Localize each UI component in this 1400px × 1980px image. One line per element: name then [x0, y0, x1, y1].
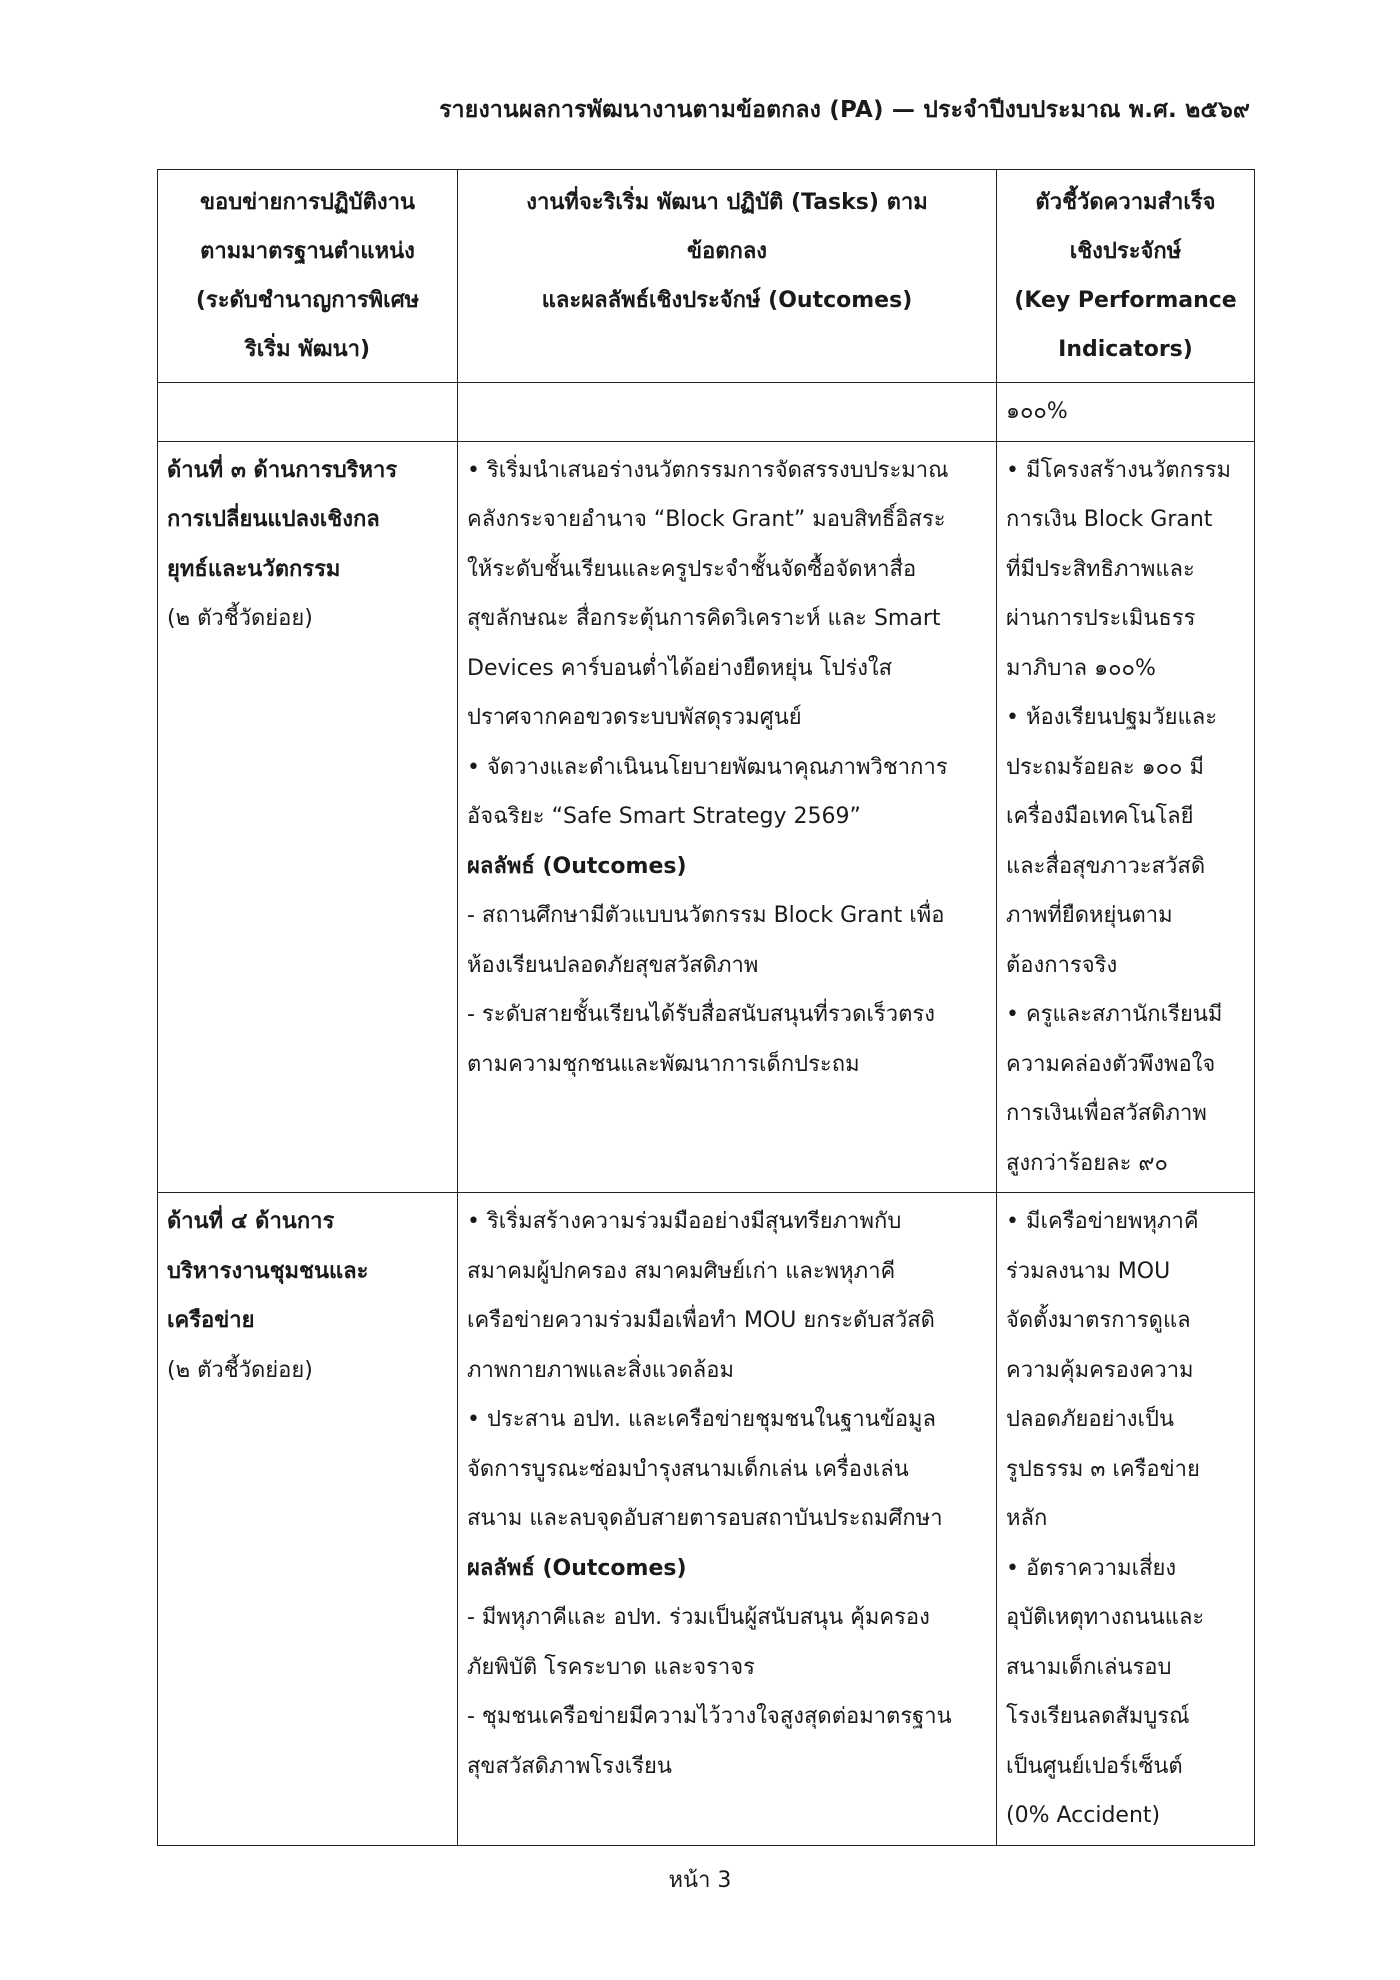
pa-table: [157, 169, 1255, 1846]
table-row-carryover: [158, 383, 1255, 442]
area-3-outcome-2: - ระดับสายชั้นเรียนได้รับสื่อสนับสนุนที่รวดเร็วตรง ตามความชุกชนและพัฒนาการเด็กประถม: [467, 1002, 935, 1077]
page-number: หน้า 3: [668, 1868, 732, 1893]
area-3-scope-cell: ด้านที่ ๓ ด้านการบริหาร การเปลี่ยนแปลงเชิงกล ยุทธ์และนวัตกรรม (๒ ตัวชี้วัดย่อย): [158, 441, 458, 1193]
area-3-kpi-3: • ครูและสภานักเรียนมี ความคล่องตัวพึงพอใจ การเงินเพื่อสวัสดิภาพ สูงกว่าร้อยละ ๙๐: [1006, 1002, 1223, 1176]
area-4-outcome-label: ผลลัพธ์ (Outcomes): [467, 1555, 687, 1581]
header-tasks: งานที่จะริเริ่ม พัฒนา ปฏิบัติ (Tasks) ตาม ข้อตกลง และผลลัพธ์เชิงประจักษ์ (Outcomes): [458, 170, 997, 383]
area-3-task-1: • ริเริ่มนำเสนอร่างนวัตกรรมการจัดสรรงบประมาณ คลังกระจายอำนาจ “Block Grant” มอบสิทธิ์อิสระ ให้ระดับชั้นเรียนและครูประจำชั้นจัดซื้อจัดหาสื่อ สุขลักษณะ สื่อกระตุ้นการคิดวิเคราะห์ และ Smart Devices คาร์บอนต่ำได้อย่างยืดหยุ่น โปร่งใส ปราศจากคอขวดระบบพัสดุรวมศูนย์: [467, 457, 949, 730]
area-4-scope-cell: ด้านที่ ๔ ด้านการ บริหารงานชุมชนและ เครือข่าย (๒ ตัวชี้วัดย่อย): [158, 1193, 458, 1846]
carry-kpi-cell: ๑๐๐%: [997, 383, 1255, 442]
area-3-task-2: • จัดวางและดำเนินนโยบายพัฒนาคุณภาพวิชาการ อัจฉริยะ “Safe Smart Strategy 2569”: [467, 754, 948, 829]
carry-scope-cell: [158, 383, 458, 442]
area-4-task-1: • ริเริ่มสร้างความร่วมมืออย่างมีสุนทรียภาพกับ สมาคมผู้ปกครอง สมาคมศิษย์เก่า และพหุภาคี เครือข่ายความร่วมมือเพื่อทำ MOU ยกระดับสวัสดิ ภาพกายภาพและสิ่งแวดล้อม: [467, 1209, 935, 1383]
area-4-tasks-cell: [458, 1193, 997, 1846]
area-3-tasks-cell: [458, 441, 997, 1193]
area-4-kpi-cell: [997, 1193, 1255, 1846]
area-4-outcome-1: - มีพหุภาคีและ อปท. ร่วมเป็นผู้สนับสนุน คุ้มครอง ภัยพิบัติ โรคระบาด และจราจร: [467, 1605, 930, 1680]
table-row-area-3: [158, 441, 1255, 1193]
header-scope: ขอบข่ายการปฏิบัติงาน ตามมาตรฐานตำแหน่ง (ระดับชำนาญการพิเศษ ริเริ่ม พัฒนา): [158, 170, 458, 383]
carry-tasks-cell: [458, 383, 997, 442]
area-4-kpi-2: • อัตราความเสี่ยง อุบัติเหตุทางถนนและ สนามเด็กเล่นรอบ โรงเรียนลดสัมบูรณ์ เป็นศูนย์เปอร์เซ็นต์ (0% Accident): [1006, 1555, 1205, 1828]
table-header-row: [158, 170, 1255, 383]
area-4-outcome-2: - ชุมชนเครือข่ายมีความไว้วางใจสูงสุดต่อมาตรฐาน สุขสวัสดิภาพโรงเรียน: [467, 1704, 952, 1779]
header-kpi: ตัวชี้วัดความสำเร็จ เชิงประจักษ์ (Key Performance Indicators): [997, 170, 1255, 383]
document-header: รายงานผลการพัฒนางานตามข้อตกลง (PA) — ประจำปีงบประมาณ พ.ศ. ๒๕๖๙: [439, 97, 1250, 123]
table-row-area-4: [158, 1193, 1255, 1846]
area-3-kpi-cell: [997, 441, 1255, 1193]
area-4-subcount: (๒ ตัวชี้วัดย่อย): [167, 1357, 313, 1383]
area-4-kpi-1: • มีเครือข่ายพหุภาคี ร่วมลงนาม MOU จัดตั้งมาตรการดูแล ความคุ้มครองความ ปลอดภัยอย่างเป็น รูปธรรม ๓ เครือข่าย หลัก: [1006, 1209, 1200, 1531]
area-3-outcome-label: ผลลัพธ์ (Outcomes): [467, 853, 687, 879]
area-3-subcount: (๒ ตัวชี้วัดย่อย): [167, 606, 313, 631]
area-3-outcome-1: - สถานศึกษามีตัวแบบนวัตกรรม Block Grant เพื่อ ห้องเรียนปลอดภัยสุขสวัสดิภาพ: [467, 903, 945, 978]
area-3-kpi-2: • ห้องเรียนปฐมวัยและ ประถมร้อยละ ๑๐๐ มี เครื่องมือเทคโนโลยี และสื่อสุขภาวะสวัสดิ ภาพที่ยืดหยุ่นตาม ต้องการจริง: [1006, 705, 1218, 978]
area-4-task-2: • ประสาน อปท. และเครือข่ายชุมชนในฐานข้อมูล จัดการบูรณะซ่อมบำรุงสนามเด็กเล่น เครื่องเล่น สนาม และลบจุดอับสายตารอบสถาบันประถมศึกษา: [467, 1407, 943, 1531]
area-3-kpi-1: • มีโครงสร้างนวัตกรรม การเงิน Block Grant ที่มีประสิทธิภาพและ ผ่านการประเมินธรร มาภิบาล ๑๐๐%: [1006, 457, 1232, 681]
